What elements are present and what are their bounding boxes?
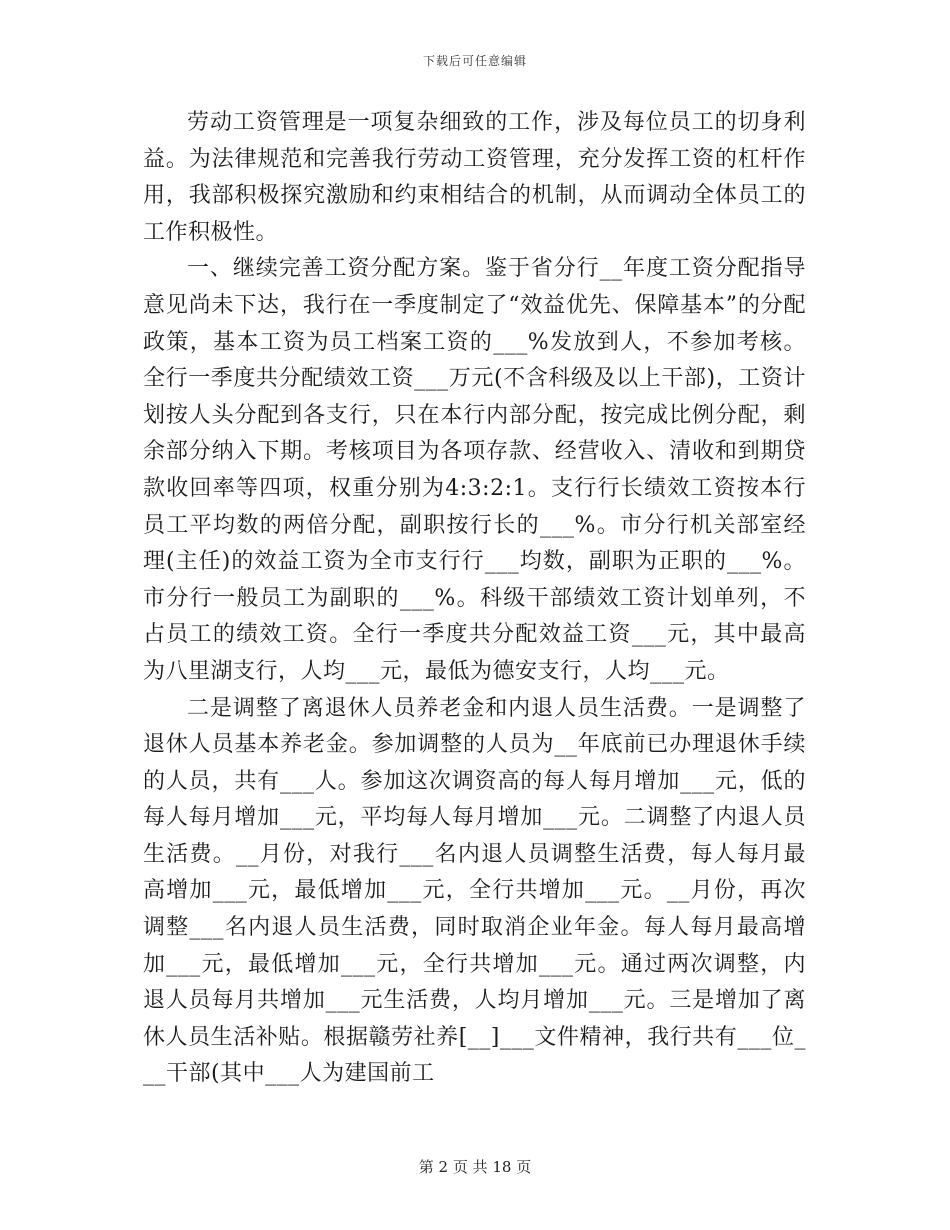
paragraph-salary-distribution: 一、继续完善工资分配方案。鉴于省分行__年度工资分配指导意见尚未下达，我行在一季度制定了“效益优先、保障基本”的分配政策，基本工资为员工档案工资的___%发放到人，不参加考核。全行一季度共分配绩效工资___万元(不含科级及以上干部)，工资计划按人头分配到各支行，只在本行内部分配，按完成比例分配，剩余部分纳入下期。考核项目为各项存款、经营收入、清收和到期贷款收回率等四项，权重分别为4:3:2:1。支行行长绩效工资按本行员工平均数的两倍分配，副职按行长的___%。市分行机关部室经理(主任)的效益工资为全市支行行___均数，副职为正职的___%。市分行一般员工为副职的___%。科级干部绩效工资计划单列，不占员工的绩效工资。全行一季度共分配效益工资___元，其中最高为八里湖支行，人均___元，最低为德安支行，人均___元。 bbox=[143, 256, 806, 684]
paragraph-intro: 劳动工资管理是一项复杂细致的工作，涉及每位员工的切身利益。为法律规范和完善我行劳动工资管理，充分发挥工资的杠杆作用，我部积极探究激励和约束相结合的机制，从而调动全体员工的工作积极性。 bbox=[143, 110, 806, 245]
paragraph-retiree-adjustment: 二是调整了离退休人员养老金和内退人员生活费。一是调整了退休人员基本养老金。参加调整的人员为__年底前已办理退休手续的人员，共有___人。参加这次调资高的每人每月增加___元，低的每人每月增加___元，平均每人每月增加___元。二调整了内退人员生活费。__月份，对我行___名内退人员调整生活费，每人每月最高增加___元，最低增加___元，全行共增加___元。__月份，再次调整___名内退人员生活费，同时取消企业年金。每人每月最高增加___元，最低增加___元，全行共增加___元。通过两次调整，内退人员每月共增加___元生活费，人均月增加___元。三是增加了离休人员生活补贴。根据赣劳社养[__]___文件精神，我行共有___位___干部(其中___人为建国前工 bbox=[143, 695, 806, 1087]
page-footer: 第 2 页 共 18 页 bbox=[418, 1158, 532, 1176]
document-body bbox=[143, 105, 806, 1093]
page-header: 下载后可任意编辑 bbox=[422, 54, 527, 68]
